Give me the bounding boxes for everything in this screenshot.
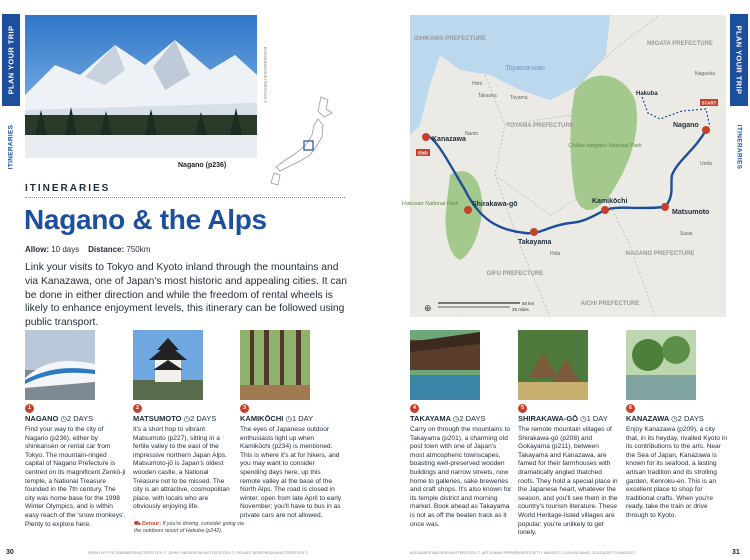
prefecture-label: AICHI PREFECTURE [580, 301, 640, 307]
stop-heading-shirakawago: SHIRAKAWA-GŌ ◷1 DAY [518, 414, 608, 423]
stop-number-badge: 2 [133, 404, 142, 413]
minor-place-label: Ueda [700, 161, 712, 167]
stop-photo-nagano [25, 330, 95, 400]
prefecture-label: TOYAMA PREFECTURE [506, 123, 574, 129]
svg-text:25 miles: 25 miles [512, 307, 529, 312]
stop-description-nagano: Find your way to the city of Nagano (p236), either by shinkansen or rental car from Tokyo. The mountain-ringed capital of Nagano Prefecture is centred on its magnificent Zenkō-ji temple, a National Treasure founded in the 7th century. The city was home base for the 1998 Winter Olympics, and is within easy reach of the 'snow monkeys'. Plenty to explore here. [25, 426, 126, 528]
stop-number-badge: 6 [626, 404, 635, 413]
prefecture-label: NIIGATA PREFECTURE [647, 41, 713, 47]
map-marker-kamikochi [601, 206, 609, 214]
prefecture-label: ISHIKAWA PREFECTURE [414, 36, 486, 42]
stop-photo-kanazawa [626, 330, 696, 400]
intro-paragraph: Link your visits to Tokyo and Kyoto inland through the mountains and via Kanazawa, one of Japan's most historic and appealing cities. It can be done in either direction and while the freedom of rental wheels is likely to enhance enjoyment levels, this itinerary can be followed using public transport. [25, 262, 347, 329]
stop-photo-kamikochi [240, 330, 310, 400]
minor-place-label: Suwa [680, 231, 693, 237]
map-label-shirakawago: Shirakawa-gō [472, 201, 518, 208]
section-side-label: ITINERARIES [7, 124, 15, 170]
hero-photo-nagano [25, 15, 257, 158]
stop-number-badge: 3 [240, 404, 249, 413]
map-label-hakuba: Hakuba [636, 91, 658, 97]
prefecture-label: NAGANO PREFECTURE [625, 251, 695, 257]
minor-place-label: Hida [550, 251, 561, 257]
page-number-right: 31 [732, 549, 740, 556]
stop-photo-matsumoto [133, 330, 203, 400]
park-label: Chūbu-sangaku National Park [568, 143, 642, 149]
map-label-kamikochi: Kamikōchi [592, 198, 628, 205]
map-marker-takayama [530, 228, 538, 236]
photo-credits-left: FROM LEFT: PIT-GRABBER/SHUTTERSTOCK ©, JOHN P ANDERSON/SHUTTERSTOCK ©, RICHART BOSEPHSON/SHUTTERSTOCK © [88, 551, 308, 555]
plan-your-trip-tab: PLAN YOUR TRIP [2, 14, 20, 106]
stop-number-badge: 4 [410, 404, 419, 413]
minor-place-label: Nanto [465, 131, 479, 137]
trip-meta: Allow: 10 days Distance: 750km [25, 245, 151, 254]
stop-heading-nagano: NAGANO ◷2 DAYS [25, 414, 94, 423]
prefecture-label: GIFU PREFECTURE [486, 271, 544, 277]
page-title: Nagano & the Alps [24, 204, 267, 235]
stop-heading-kamikochi: KAMIKŌCHI ◷1 DAY [240, 414, 314, 423]
map-marker-shirakawago [464, 206, 472, 214]
stop-number-badge: 5 [518, 404, 527, 413]
stop-photo-takayama [410, 330, 480, 400]
map-marker-nagano [702, 126, 710, 134]
stop-number-badge: 1 [25, 404, 34, 413]
minor-place-label: Nagaoka [695, 71, 716, 77]
map-label-kanazawa: Kanazawa [432, 136, 466, 143]
photo-credits-right: ALEXANDER MADSEN/SHUTTERSTOCK ©, ARTCHAMIN PREMPRASERT/GETTY IMAGES ©, CATALIN DANIEL CIOLCA/GETTY IMAGES © [410, 551, 636, 555]
stop-description-kanazawa: Enjoy Kanazawa (p209), a city that, in its heyday, rivalled Kyoto in its contributions to the arts. Near the Sea of Japan, Kanazawa is known for its seafood, a lasting artisan tradition and its strolling garden, Kenroku-en. This is an excellent place to shop for traditional crafts. When you're ready, take the train or drive through to Kyoto. [626, 426, 728, 519]
route-map [401, 15, 726, 317]
page-number-left: 30 [6, 549, 14, 556]
map-marker-kanazawa [422, 133, 430, 141]
minor-place-label: Toyama [510, 95, 528, 101]
section-kicker: ITINERARIES [25, 183, 111, 194]
photo-caption: Nagano (p236) [178, 162, 227, 169]
map-label-matsumoto: Matsumoto [672, 209, 710, 216]
minor-place-label: Takaoka [478, 93, 497, 99]
svg-text:50 km: 50 km [522, 301, 535, 306]
plan-your-trip-tab: PLAN YOUR TRIP [730, 14, 748, 106]
stop-heading-kanazawa: KANAZAWA ◷2 DAYS [626, 414, 704, 423]
map-label-nagano: Nagano [673, 122, 699, 129]
stop-description-matsumoto: It's a short hop to vibrant Matsumoto (p227), sitting in a fertile valley to the east of the impressive northern Japan Alps. Matsumoto-jō is Japan's oldest wooden castle, a National Treasure not to be missed. The city is an attractive, cosmopolitan place, with locals who are obviously enjoying life. [133, 426, 230, 511]
map-marker-matsumoto [661, 203, 669, 211]
map-label-takayama: Takayama [518, 239, 552, 246]
stop-description-shirakawago: The remote mountain villages of Shirakawa-gō (p208) and Gokayama (p211), between Takayama and Kanazawa, are famed for their farmhouses with dramatically angled thatched roofs. They hold a special place in the Japanese heart, whatever the season, and you'll see them in the country's tourism literature. These World Heritage-listed villages are popular; you're unlikely to get lonely. [518, 426, 618, 537]
car-icon: ⛟ [134, 521, 141, 527]
detour-note: ⛟ Detour: If you're driving, consider going via the outdoors resort of Hakuba (p242). [134, 521, 244, 534]
minor-place-label: Himi [472, 81, 482, 87]
park-label: Hakusan National Park [401, 201, 459, 207]
svg-text:END: END [418, 150, 428, 156]
photo-credit: ELVINCHONG/SHUTTERSTOCK © [263, 47, 267, 103]
svg-text:START: START [701, 100, 717, 106]
clock-icon: ◷ [671, 414, 678, 423]
clock-icon: ◷ [452, 414, 460, 423]
clock-icon: ◷ [580, 414, 587, 423]
north-icon: ⊕ [424, 303, 432, 313]
stop-description-takayama: Carry on through the mountains to Takayama (p201), a charming old post town with one of Japan's most atmospheric townscapes, boasting well-preserved wooden buildings and narrow streets, now home to galleries, sake breweries and craft shops. It's also known for its temple district and morning market. Book ahead as Takayama is not as off the beaten track as it once was. [410, 426, 512, 528]
stop-heading-matsumoto: MATSUMOTO ◷2 DAYS [133, 414, 217, 423]
stop-heading-takayama: TAKAYAMA ◷2 DAYS [410, 414, 486, 423]
stop-description-kamikochi: The eyes of Japanese outdoor enthusiasts light up when Kamikōchi (p234) is mentioned. This is where it's at for hikers, and you may want to consider spending days here, up this remote valley at the base of the North Alps. The road is closed in winter, open from late April to early November; you'll have to bus in as private cars are not allowed. [240, 426, 342, 519]
section-side-label: ITINERARIES [735, 124, 743, 170]
japan-locator-map [266, 95, 346, 190]
water-label: Toyama-wan [505, 65, 545, 72]
clock-icon: ◷ [183, 414, 191, 423]
kicker-divider [25, 197, 345, 198]
clock-icon: ◷ [285, 414, 292, 423]
clock-icon: ◷ [60, 414, 67, 423]
stop-photo-shirakawago [518, 330, 588, 400]
